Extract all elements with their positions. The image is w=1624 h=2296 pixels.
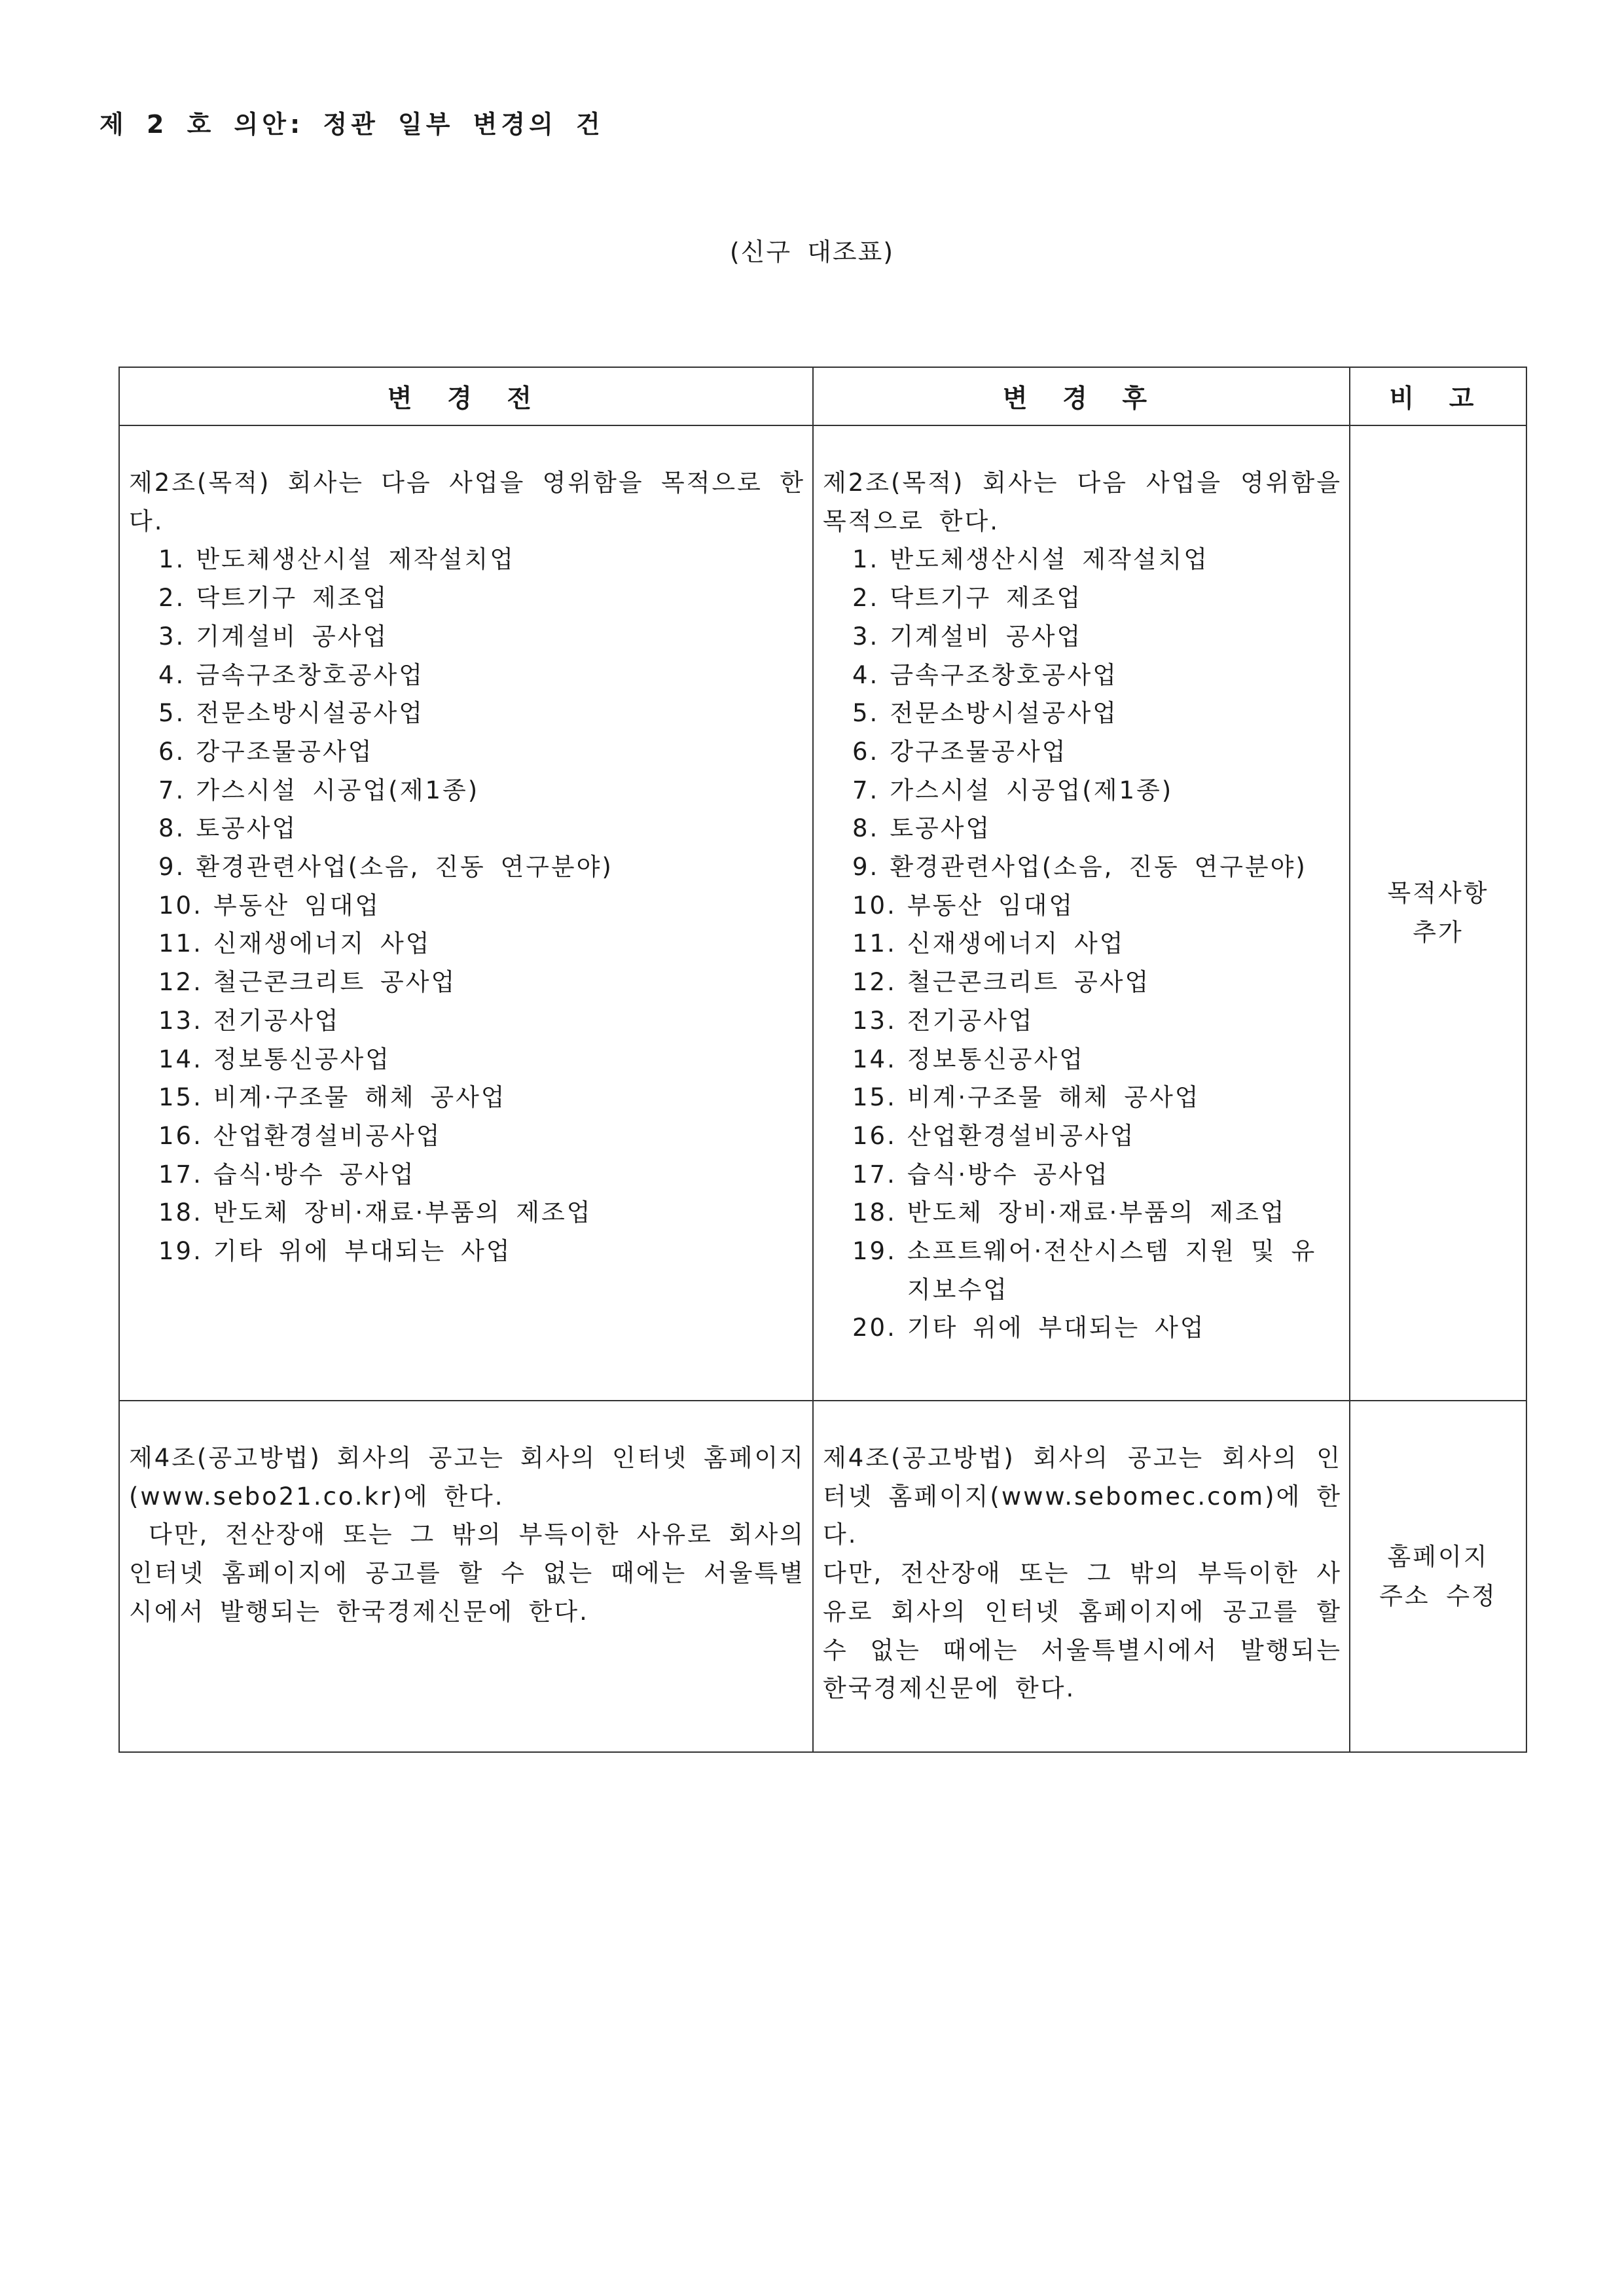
item-text: 소프트웨어·전산시스템 지원 및 유지보수업 (907, 1237, 1317, 1304)
list-item (823, 887, 1342, 925)
item-number: 16. (852, 1121, 897, 1150)
comparison-table (118, 367, 1527, 1753)
cell-after-purpose (813, 425, 1350, 1401)
item-number: 12. (158, 968, 203, 997)
item-number: 13. (852, 1006, 897, 1035)
comparison-subheading: (신구 대조표) (729, 238, 895, 266)
notice-proviso: 다만, 전산장애 또는 그 밖의 부득이한 사유로 회사의 인터넷 홈페이지에 공고를 할 수 없는 때에는 서울특별시에서 발행되는 한국경제신문에 한다. (823, 1559, 1342, 1703)
item-number: 7. (158, 776, 186, 804)
list-item (129, 541, 805, 579)
item-text: 기계설비 공사업 (196, 622, 389, 651)
item-text: 비계·구조물 해체 공사업 (213, 1083, 507, 1112)
list-item (129, 694, 805, 733)
item-text: 토공사업 (196, 814, 298, 843)
list-item (129, 1232, 805, 1271)
item-number: 5. (852, 699, 880, 728)
item-text: 닥트기구 제조업 (890, 584, 1083, 613)
list-item (129, 810, 805, 848)
list-item (129, 1156, 805, 1194)
item-number: 11. (158, 929, 203, 958)
item-number: 4. (158, 660, 186, 689)
list-item (823, 810, 1342, 848)
item-text: 반도체생산시설 제작설치업 (890, 545, 1209, 574)
item-number: 20. (852, 1314, 897, 1342)
item-text: 강구조물공사업 (196, 737, 374, 766)
article-intro: 제2조(목적) 회사는 다음 사업을 영위함을 목적으로 한다. (129, 469, 805, 535)
item-text: 전기공사업 (213, 1006, 340, 1035)
notice-proviso: 다만, 전산장애 또는 그 밖의 부득이한 사유로 회사의 인터넷 홈페이지에 공고를 할 수 없는 때에는 서울특별시에서 발행되는 한국경제신문에 한다. (129, 1520, 805, 1626)
header-remarks: 비 고 (1350, 367, 1526, 425)
item-text: 기타 위에 부대되는 사업 (213, 1237, 512, 1266)
item-text: 전문소방시설공사업 (890, 699, 1118, 728)
item-number: 6. (852, 737, 880, 766)
list-item (823, 579, 1342, 618)
list-item (823, 1232, 1342, 1309)
article-intro: 제2조(목적) 회사는 다음 사업을 영위함을 목적으로 한다. (823, 469, 1342, 535)
item-number: 16. (158, 1121, 203, 1150)
item-text: 환경관련사업(소음, 진동 연구분야) (890, 853, 1307, 882)
item-text: 정보통신공사업 (907, 1045, 1085, 1073)
list-item (129, 1194, 805, 1232)
item-text: 철근콘크리트 공사업 (213, 968, 457, 997)
item-text: 전기공사업 (907, 1006, 1034, 1035)
item-number: 11. (852, 929, 897, 958)
item-number: 2. (852, 584, 880, 613)
item-text: 토공사업 (890, 814, 992, 843)
list-item (823, 1117, 1342, 1156)
list-item (129, 963, 805, 1002)
list-item (129, 579, 805, 618)
list-item (823, 618, 1342, 656)
list-item (823, 1079, 1342, 1117)
item-number: 4. (852, 660, 880, 689)
item-text: 가스시설 시공업(제1종) (196, 776, 480, 804)
item-text: 반도체 장비·재료·부품의 제조업 (213, 1198, 592, 1227)
cell-after-notice (813, 1401, 1350, 1752)
item-number: 19. (158, 1237, 203, 1266)
item-number: 9. (158, 853, 186, 882)
cell-remarks-purpose (1350, 425, 1526, 1401)
list-item (823, 1041, 1342, 1079)
item-number: 15. (852, 1083, 897, 1112)
item-text: 기계설비 공사업 (890, 622, 1083, 651)
remark-line: 목적사항 (1387, 879, 1489, 907)
remark-line: 홈페이지 (1387, 1542, 1489, 1571)
list-item (129, 1079, 805, 1117)
item-text: 반도체생산시설 제작설치업 (196, 545, 515, 574)
table-row-notice (119, 1401, 1526, 1752)
item-text: 비계·구조물 해체 공사업 (907, 1083, 1200, 1112)
item-text: 강구조물공사업 (890, 737, 1068, 766)
header-before: 변 경 전 (119, 367, 813, 425)
item-text: 기타 위에 부대되는 사업 (907, 1314, 1206, 1342)
item-number: 10. (158, 891, 203, 920)
list-item (823, 1194, 1342, 1232)
item-text: 금속구조창호공사업 (196, 660, 424, 689)
item-number: 6. (158, 737, 186, 766)
list-item (823, 1156, 1342, 1194)
item-text: 습식·방수 공사업 (213, 1160, 416, 1189)
remark-line: 추가 (1413, 918, 1464, 946)
item-number: 8. (852, 814, 880, 843)
list-item (823, 733, 1342, 772)
item-text: 반도체 장비·재료·부품의 제조업 (907, 1198, 1286, 1227)
item-number: 15. (158, 1083, 203, 1112)
list-item (823, 656, 1342, 695)
list-item (129, 656, 805, 695)
item-number: 1. (852, 545, 880, 574)
remark-line: 주소 수정 (1379, 1581, 1497, 1610)
item-text: 습식·방수 공사업 (907, 1160, 1110, 1189)
item-number: 3. (158, 622, 186, 651)
cell-remarks-notice (1350, 1401, 1526, 1752)
item-text: 산업환경설비공사업 (213, 1121, 442, 1150)
header-after: 변 경 후 (813, 367, 1350, 425)
item-number: 8. (158, 814, 186, 843)
item-number: 5. (158, 699, 186, 728)
list-item (823, 1002, 1342, 1041)
item-number: 18. (158, 1198, 203, 1227)
list-item (129, 925, 805, 963)
item-number: 1. (158, 545, 186, 574)
list-item (129, 618, 805, 656)
item-number: 9. (852, 853, 880, 882)
table-header-row (119, 367, 1526, 425)
list-item (823, 1309, 1342, 1348)
notice-paragraph: 제4조(공고방법) 회사의 공고는 회사의 인터넷 홈페이지(www.sebomec.com)에 한다. (823, 1444, 1342, 1549)
list-item (129, 1002, 805, 1041)
item-number: 7. (852, 776, 880, 804)
item-text: 부동산 임대업 (907, 891, 1075, 920)
item-number: 2. (158, 584, 186, 613)
list-item (823, 694, 1342, 733)
item-text: 정보통신공사업 (213, 1045, 391, 1073)
item-text: 신재생에너지 사업 (907, 929, 1125, 958)
list-item (129, 887, 805, 925)
list-item (129, 772, 805, 810)
item-number: 14. (852, 1045, 897, 1073)
item-number: 3. (852, 622, 880, 651)
item-number: 19. (852, 1237, 897, 1266)
item-number: 14. (158, 1045, 203, 1073)
list-item (129, 733, 805, 772)
item-text: 산업환경설비공사업 (907, 1121, 1136, 1150)
item-text: 닥트기구 제조업 (196, 584, 389, 613)
item-text: 신재생에너지 사업 (213, 929, 431, 958)
table-row-purpose (119, 425, 1526, 1401)
list-item (129, 1117, 805, 1156)
list-item (129, 848, 805, 887)
list-item (823, 925, 1342, 963)
item-text: 부동산 임대업 (213, 891, 381, 920)
cell-before-purpose (119, 425, 813, 1401)
business-list (129, 541, 805, 1270)
business-list (823, 541, 1342, 1348)
item-number: 10. (852, 891, 897, 920)
item-number: 13. (158, 1006, 203, 1035)
item-number: 12. (852, 968, 897, 997)
list-item (823, 848, 1342, 887)
list-item (823, 772, 1342, 810)
notice-paragraph: 제4조(공고방법) 회사의 공고는 회사의 인터넷 홈페이지(www.sebo21.co.kr)에 한다. (129, 1444, 805, 1511)
item-number: 18. (852, 1198, 897, 1227)
agenda-heading: 제 2 호 의안: 정관 일부 변경의 건 (99, 110, 604, 139)
item-text: 금속구조창호공사업 (890, 660, 1118, 689)
item-number: 17. (852, 1160, 897, 1189)
cell-before-notice (119, 1401, 813, 1752)
list-item (823, 541, 1342, 579)
item-text: 환경관련사업(소음, 진동 연구분야) (196, 853, 613, 882)
item-text: 가스시설 시공업(제1종) (890, 776, 1174, 804)
item-number: 17. (158, 1160, 203, 1189)
item-text: 철근콘크리트 공사업 (907, 968, 1151, 997)
item-text: 전문소방시설공사업 (196, 699, 424, 728)
list-item (823, 963, 1342, 1002)
list-item (129, 1041, 805, 1079)
